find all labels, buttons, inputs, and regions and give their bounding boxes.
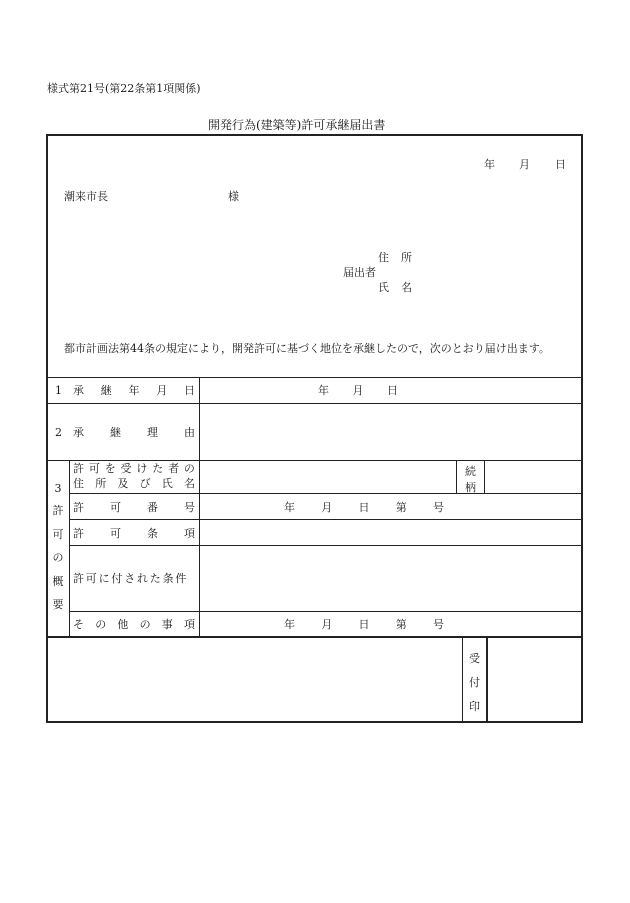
relation-field[interactable]: [486, 462, 580, 492]
succession-reason-label: 承 継 理 由: [73, 426, 195, 439]
row1-top-line: [46, 377, 583, 378]
addressee: 潮来市長: [64, 190, 108, 203]
reception-stamp-label: 受 付 印: [469, 652, 480, 713]
honorific: 様: [228, 190, 239, 203]
permit-conditions-label: 許可に付された条件: [73, 572, 189, 585]
succession-reason-field[interactable]: [201, 405, 580, 459]
frame-right: [581, 134, 583, 723]
reception-stamp-box: [489, 639, 580, 720]
frame-bottom: [46, 721, 583, 723]
stamp-left-divider: [462, 637, 463, 722]
permit-summary-group-label: 3 許 可 の 概 要: [52, 482, 64, 611]
other-matters-value[interactable]: 年 月 日 第 号: [284, 618, 444, 631]
row3-top-line: [46, 460, 583, 461]
relation-right-divider: [484, 460, 485, 493]
succession-date-value[interactable]: 年 月 日: [318, 384, 398, 397]
applicant-label: 届出者: [343, 266, 376, 279]
frame-top: [46, 134, 583, 136]
address-label: 住 所: [378, 251, 412, 264]
statement-text: 都市計画法第44条の規定により，開発許可に基づく地位を承継したので，次のとおり届け出ます。: [64, 342, 550, 355]
row3b-top-line: [69, 493, 583, 494]
permit-number-label: 許 可 番 号: [73, 501, 195, 514]
permit-holder-label-line1: 許 可 を 受 け た 者 の: [73, 462, 195, 475]
name-label: 氏 名: [378, 281, 412, 294]
date-month-label: 月: [519, 158, 530, 171]
stamp-right-divider: [486, 637, 488, 722]
permit-holder-field[interactable]: [201, 462, 455, 492]
page-title: 開発行為(建築等)許可承継届出書: [208, 118, 386, 132]
permit-conditions-field[interactable]: [201, 547, 580, 610]
date-day-label: 日: [555, 158, 566, 171]
frame-left: [46, 134, 48, 723]
succession-date-label: 承 継 年 月 日: [73, 384, 195, 397]
row3c-top-line: [69, 519, 583, 520]
relation-label: 続 柄: [465, 465, 476, 494]
other-matters-label: そ の 他 の 事 項: [73, 618, 195, 631]
group-divider: [69, 460, 70, 636]
relation-left-divider: [456, 460, 457, 493]
form-number: 様式第21号(第22条第1項関係): [47, 82, 201, 95]
row2-number: 2: [55, 426, 62, 439]
row3d-top-line: [69, 545, 583, 546]
row2-top-line: [46, 403, 583, 404]
permit-clause-field[interactable]: [201, 521, 580, 544]
permit-clause-label: 許 可 条 項: [73, 527, 195, 540]
label-value-divider: [199, 377, 200, 636]
remarks-field[interactable]: [48, 639, 460, 720]
row1-number: 1: [55, 384, 62, 397]
row3e-top-line: [69, 611, 583, 612]
table-bottom-line: [46, 636, 583, 638]
permit-holder-label-line2: 住 所 及 び 氏 名: [73, 477, 195, 490]
permit-number-value[interactable]: 年 月 日 第 号: [284, 501, 444, 514]
date-year-label: 年: [484, 158, 495, 171]
